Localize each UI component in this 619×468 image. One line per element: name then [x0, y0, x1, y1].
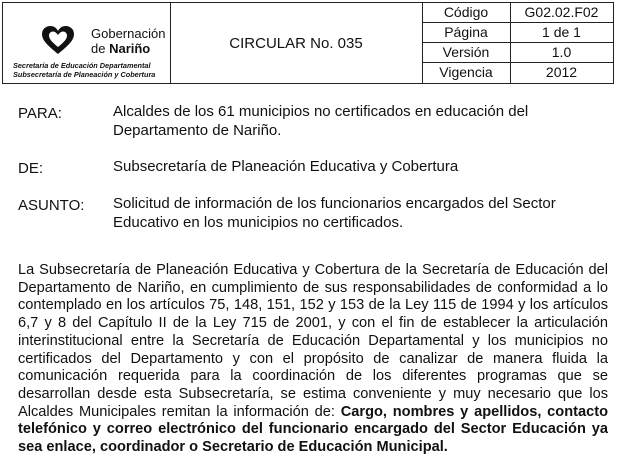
- logo-line-2: [91, 41, 150, 56]
- para-label: PARA:: [18, 105, 62, 122]
- logo-subtitle-2: Subsecretaría de Planeación y Cobertura: [13, 70, 156, 79]
- heart-logo-icon: [41, 25, 75, 55]
- de-text: Subsecretaría de Planeación Educativa y Cobertura: [113, 158, 459, 175]
- de-label: DE:: [18, 160, 44, 177]
- meta-value: 2012: [545, 64, 578, 80]
- meta-row: [422, 23, 613, 43]
- logo-subtitle-1: Secretaría de Educación Departamental: [13, 61, 151, 70]
- logo-line-2-bold: Nariño: [109, 41, 151, 56]
- meta-key: Código: [422, 3, 511, 23]
- logo-line-2-prefix: de: [91, 41, 110, 56]
- para-text: Alcaldes de los 61 municipios no certificados en educación del Departamento de Nariño.: [113, 103, 529, 139]
- meta-key: Vigencia: [422, 63, 511, 83]
- logo-block: [3, 3, 171, 83]
- asunto-text: Solicitud de información de los funcionarios encargados del Sector Educativo en los municipios no certificados.: [113, 195, 556, 231]
- meta-value: 1.0: [551, 44, 572, 60]
- meta-row: [422, 3, 613, 23]
- asunto-label: ASUNTO:: [18, 197, 85, 214]
- meta-key: Página: [422, 23, 511, 43]
- body-paragraph-text: La Subsecretaría de Planeación Educativa y Cobertura de la Secretaría de Educación del Departamento de Nariño, en cumplimiento de sus responsabilidades de conformidad a lo contemplado en los artículos 75, 148, 151, 152 y 153 de la Ley 115 de 1994 y los artículos 6,7 y 8 del Capítulo II de la Ley 715 de 2001, y con el fin de establecer la articulación interinstitucional entre la Secretaría de Educación Departamental y los municipios no certificados del Departamento y con el propósito de canalizar de manera fluida la comunicación requerida para la coordinación de los diferentes programas que se desarrollan desde esta Subsecretaría, se estima conveniente y muy necesario que los Alcaldes Municipales remitan la información de:: [18, 262, 608, 420]
- meta-row: [422, 43, 613, 63]
- meta-key: Versión: [422, 43, 511, 63]
- meta-table: [422, 3, 613, 83]
- body-paragraph-bold: Cargo, nombres y apellidos, contacto telefónico y correo electrónico del funcionario encargado del Sector Educación ya sea enlace, coordinador o Secretario de Educación Municipal.: [18, 403, 608, 456]
- circular-title: CIRCULAR No. 035: [229, 35, 363, 52]
- document-header: [2, 2, 614, 84]
- title-block: [170, 3, 423, 83]
- meta-value: G02.02.F02: [524, 4, 599, 20]
- meta-value: 1 de 1: [542, 24, 581, 40]
- body-paragraph: [18, 262, 608, 457]
- meta-row: [422, 63, 613, 83]
- logo-line-1: Gobernación: [91, 26, 166, 41]
